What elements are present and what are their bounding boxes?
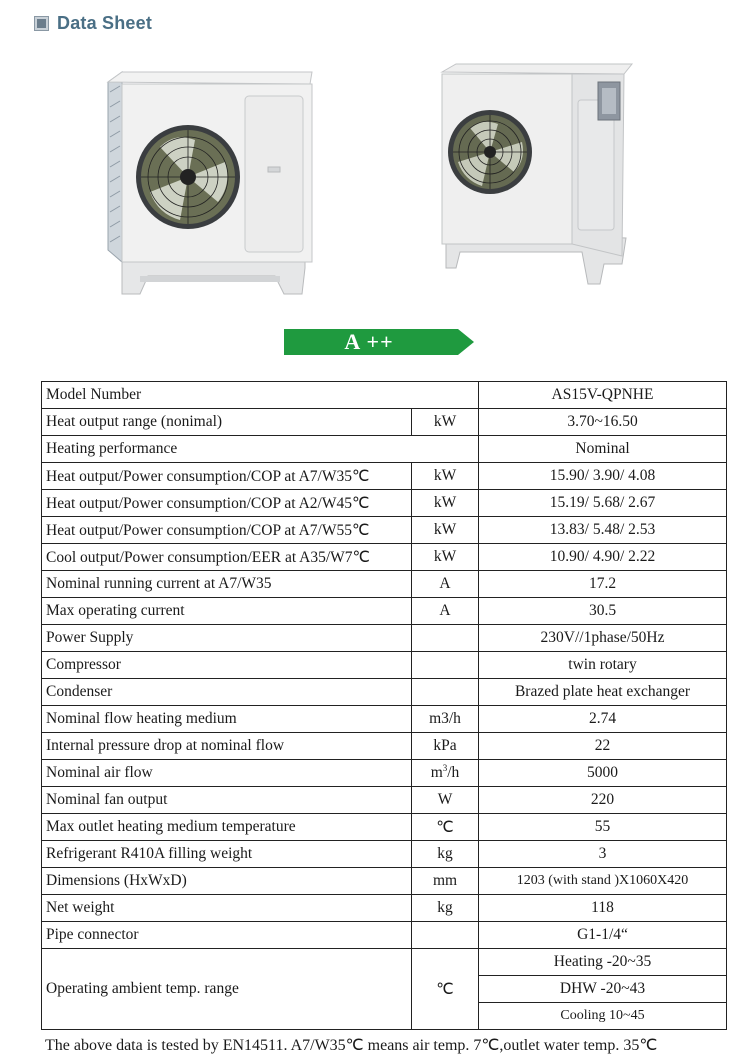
table-row: [42, 706, 727, 733]
value-cell: 220: [479, 787, 727, 814]
value-cell: 5000: [479, 760, 727, 787]
value-cell: 118: [479, 895, 727, 922]
value-cell: Brazed plate heat exchanger: [479, 679, 727, 706]
value-cell: 10.90/ 4.90/ 2.22: [479, 544, 727, 571]
table-row: [42, 463, 727, 490]
param-cell: Nominal air flow: [42, 760, 412, 787]
unit-cell: [412, 922, 479, 949]
unit-cell: [412, 679, 479, 706]
table-row: [42, 760, 727, 787]
table-row: [42, 382, 727, 409]
param-cell: Dimensions (HxWxD): [42, 868, 412, 895]
unit-cell: [412, 625, 479, 652]
value-cell: twin rotary: [479, 652, 727, 679]
param-cell: Refrigerant R410A filling weight: [42, 841, 412, 868]
param-cell: Net weight: [42, 895, 412, 922]
table-row: [42, 544, 727, 571]
value-cell: 230V//1phase/50Hz: [479, 625, 727, 652]
unit-cell: A: [412, 571, 479, 598]
unit-cell: ℃: [412, 949, 479, 1030]
table-row: [42, 949, 727, 976]
param-cell: Cool output/Power consumption/EER at A35/W7℃: [42, 544, 412, 571]
unit-cell: kg: [412, 895, 479, 922]
square-bullet-icon: [34, 16, 49, 31]
value-cell: 30.5: [479, 598, 727, 625]
table-row: [42, 733, 727, 760]
unit-cell: kW: [412, 409, 479, 436]
footnote: The above data is tested by EN14511. A7/W35℃ means air temp. 7℃,outlet water temp. 35℃: [45, 1037, 658, 1054]
table-row: [42, 490, 727, 517]
unit-cell: ℃: [412, 814, 479, 841]
unit-cell: kg: [412, 841, 479, 868]
table-row: [42, 436, 727, 463]
table-row: [42, 787, 727, 814]
table-row: [42, 679, 727, 706]
value-cell: 13.83/ 5.48/ 2.53: [479, 517, 727, 544]
param-cell: Compressor: [42, 652, 412, 679]
unit-cell: $m^3/h$: [412, 760, 479, 787]
value-cell: 22: [479, 733, 727, 760]
param-cell: Nominal running current at A7/W35: [42, 571, 412, 598]
param-cell: Heat output range (nonimal): [42, 409, 412, 436]
value-cell: Nominal: [479, 436, 727, 463]
unit-cell: kW: [412, 544, 479, 571]
energy-rating-label: A ++: [344, 329, 394, 354]
table-row: [42, 895, 727, 922]
unit-cell: kW: [412, 517, 479, 544]
unit-cell: kW: [412, 490, 479, 517]
table-row: [42, 814, 727, 841]
section-title: Data Sheet: [57, 12, 153, 33]
value-cell: 3: [479, 841, 727, 868]
table-row: [42, 841, 727, 868]
table-row: [42, 625, 727, 652]
unit-cell: W: [412, 787, 479, 814]
param-cell: Nominal flow heating medium: [42, 706, 412, 733]
value-cell: 15.90/ 3.90/ 4.08: [479, 463, 727, 490]
param-cell: Model Number: [42, 382, 479, 409]
param-cell: Heat output/Power consumption/COP at A7/W35℃: [42, 463, 412, 490]
param-cell: Max outlet heating medium temperature: [42, 814, 412, 841]
param-cell: Operating ambient temp. range: [42, 949, 412, 1030]
value-cell: G1-1/4“: [479, 922, 727, 949]
value-cell: AS15V-QPNHE: [479, 382, 727, 409]
table-row: [42, 409, 727, 436]
spec-table: [41, 381, 727, 1030]
unit-cell: A: [412, 598, 479, 625]
param-cell: Nominal fan output: [42, 787, 412, 814]
heat-pump-photo-right: [432, 60, 644, 310]
value-cell: 15.19/ 5.68/ 2.67: [479, 490, 727, 517]
unit-cell: m3/h: [412, 706, 479, 733]
unit-cell: mm: [412, 868, 479, 895]
param-cell: Heat output/Power consumption/COP at A2/W45℃: [42, 490, 412, 517]
table-row: [42, 868, 727, 895]
table-row: [42, 571, 727, 598]
param-cell: Heat output/Power consumption/COP at A7/W55℃: [42, 517, 412, 544]
param-cell: Heating performance: [42, 436, 479, 463]
table-row: [42, 652, 727, 679]
table-row: [42, 517, 727, 544]
value-cell: Cooling 10~45: [479, 1003, 727, 1030]
value-cell: 17.2: [479, 571, 727, 598]
unit-cell: kPa: [412, 733, 479, 760]
param-cell: Internal pressure drop at nominal flow: [42, 733, 412, 760]
heat-pump-photo-left: [100, 62, 330, 312]
value-cell: 2.74: [479, 706, 727, 733]
unit-cell: kW: [412, 463, 479, 490]
section-header: [34, 12, 152, 34]
value-cell: 3.70~16.50: [479, 409, 727, 436]
param-cell: Max operating current: [42, 598, 412, 625]
energy-rating-badge: [284, 329, 474, 355]
table-row: [42, 598, 727, 625]
param-cell: Pipe connector: [42, 922, 412, 949]
value-cell: 55: [479, 814, 727, 841]
param-cell: Condenser: [42, 679, 412, 706]
value-cell: DHW -20~43: [479, 976, 727, 1003]
unit-cell: [412, 652, 479, 679]
param-cell: Power Supply: [42, 625, 412, 652]
value-cell: 1203 (with stand )X1060X420: [479, 868, 727, 895]
table-row: [42, 922, 727, 949]
value-cell: Heating -20~35: [479, 949, 727, 976]
